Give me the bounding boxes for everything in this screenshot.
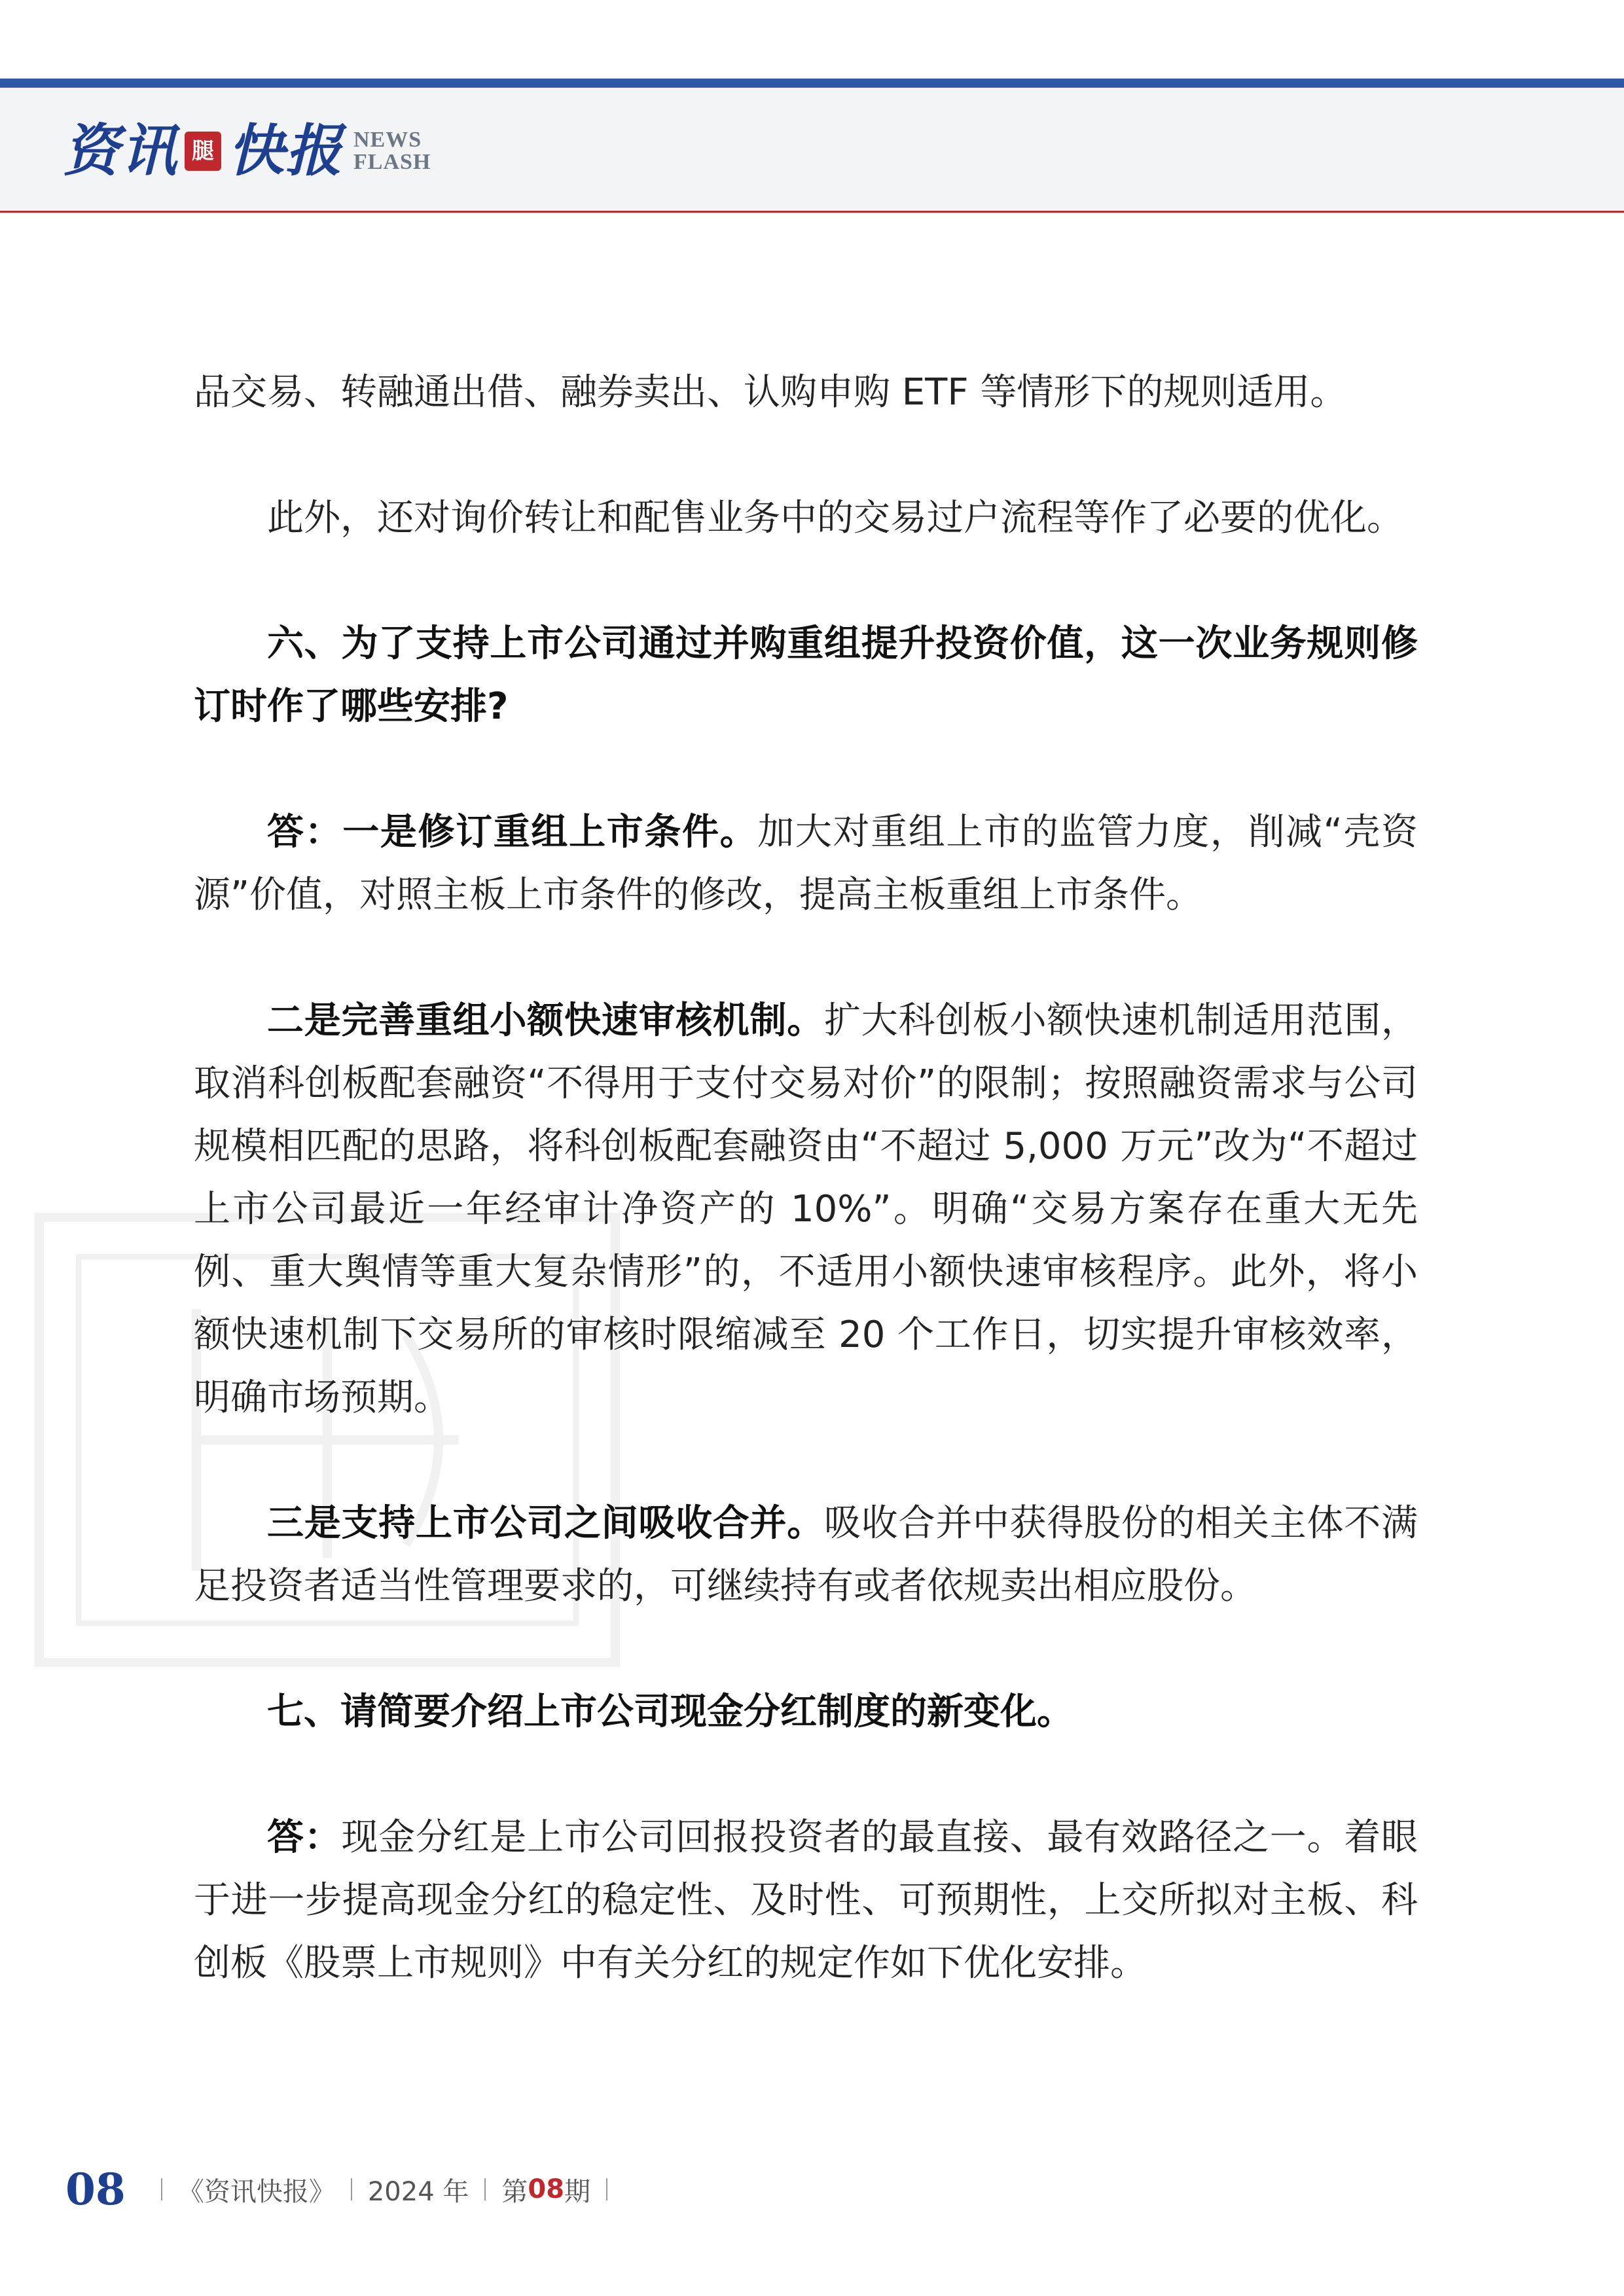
publication-year: 2024 年 bbox=[367, 2176, 469, 2207]
masthead-logo bbox=[63, 115, 431, 187]
answer-seven bbox=[194, 1806, 1418, 1995]
brand-english-line1: NEWS bbox=[353, 128, 422, 152]
brand-text-right: 快报 bbox=[228, 118, 343, 184]
brand-seal: 腿 bbox=[185, 132, 221, 171]
answer-one-text: 加大对重组上市的监管力度，削减“壳资源”价值，对照主板上市条件的修改，提高主板重组上市条件。 bbox=[194, 811, 1418, 916]
brand-english-line2: FLASH bbox=[353, 150, 431, 174]
footer-separator bbox=[606, 2178, 607, 2200]
question-seven: 七、请简要介绍上市公司现金分红制度的新变化。 bbox=[267, 1691, 1074, 1733]
answer-three-text: 吸收合并中获得股份的相关主体不满足投资者适当性管理要求的，可继续持有或者依规卖出相应股份。 bbox=[194, 1502, 1418, 1607]
answer-two-text: 扩大科创板小额快速机制适用范围，取消科创板配套融资“不得用于支付交易对价”的限制；按照融资需求与公司规模相匹配的思路，将科创板配套融资由“不超过 5,000 万元”改为“不超过上市公司最近一年经审计净资产的 10%”。明确“交易方案存在重大无先例、重大舆情等重大复杂情形”的，不适用小额快速审核程序。此外，将小额快速机制下交易所的审核时限缩减至 20 个工作日，切实提升审核效率，明确市场预期。 bbox=[194, 999, 1418, 1419]
issue-number: 08 bbox=[528, 2174, 565, 2204]
answer-seven-text: 现金分红是上市公司回报投资者的最直接、最有效路径之一。着眼于进一步提高现金分红的稳定性、及时性、可预期性，上交所拟对主板、科创板《股票上市规则》中有关分红的规定作如下优化安排。 bbox=[194, 1816, 1418, 1984]
issue-suffix: 期 bbox=[564, 2176, 591, 2207]
publication-name: 《资讯快报》 bbox=[177, 2176, 335, 2207]
answer-two bbox=[194, 990, 1418, 1429]
answer-one-lead: 答：一是修订重组上市条件。 bbox=[267, 811, 758, 853]
brand-text-left: 资讯 bbox=[63, 118, 178, 184]
answer-three bbox=[194, 1492, 1418, 1618]
footer-separator bbox=[161, 2178, 162, 2200]
answer-one bbox=[194, 801, 1418, 927]
answer-seven-lead: 答： bbox=[267, 1816, 342, 1859]
article-body bbox=[194, 361, 1418, 1995]
paragraph-optimization: 此外，还对询价转让和配售业务中的交易过户流程等作了必要的优化。 bbox=[267, 497, 1403, 539]
footer-separator bbox=[351, 2178, 352, 2200]
answer-three-lead: 三是支持上市公司之间吸收合并。 bbox=[267, 1502, 824, 1545]
footer-separator bbox=[484, 2178, 486, 2200]
answer-two-lead: 二是完善重组小额快速审核机制。 bbox=[267, 999, 824, 1042]
brand-english bbox=[353, 129, 431, 173]
header-divider bbox=[0, 211, 1624, 213]
question-six: 六、为了支持上市公司通过并购重组提升投资价值，这一次业务规则修订时作了哪些安排? bbox=[194, 622, 1418, 728]
header-top-rule bbox=[0, 79, 1624, 88]
issue-prefix: 第 bbox=[501, 2176, 528, 2207]
page-number: 08 bbox=[65, 2164, 126, 2215]
page-footer bbox=[65, 2160, 623, 2219]
paragraph-continuation: 品交易、转融通出借、融券卖出、认购申购 ETF 等情形下的规则适用。 bbox=[194, 371, 1347, 414]
